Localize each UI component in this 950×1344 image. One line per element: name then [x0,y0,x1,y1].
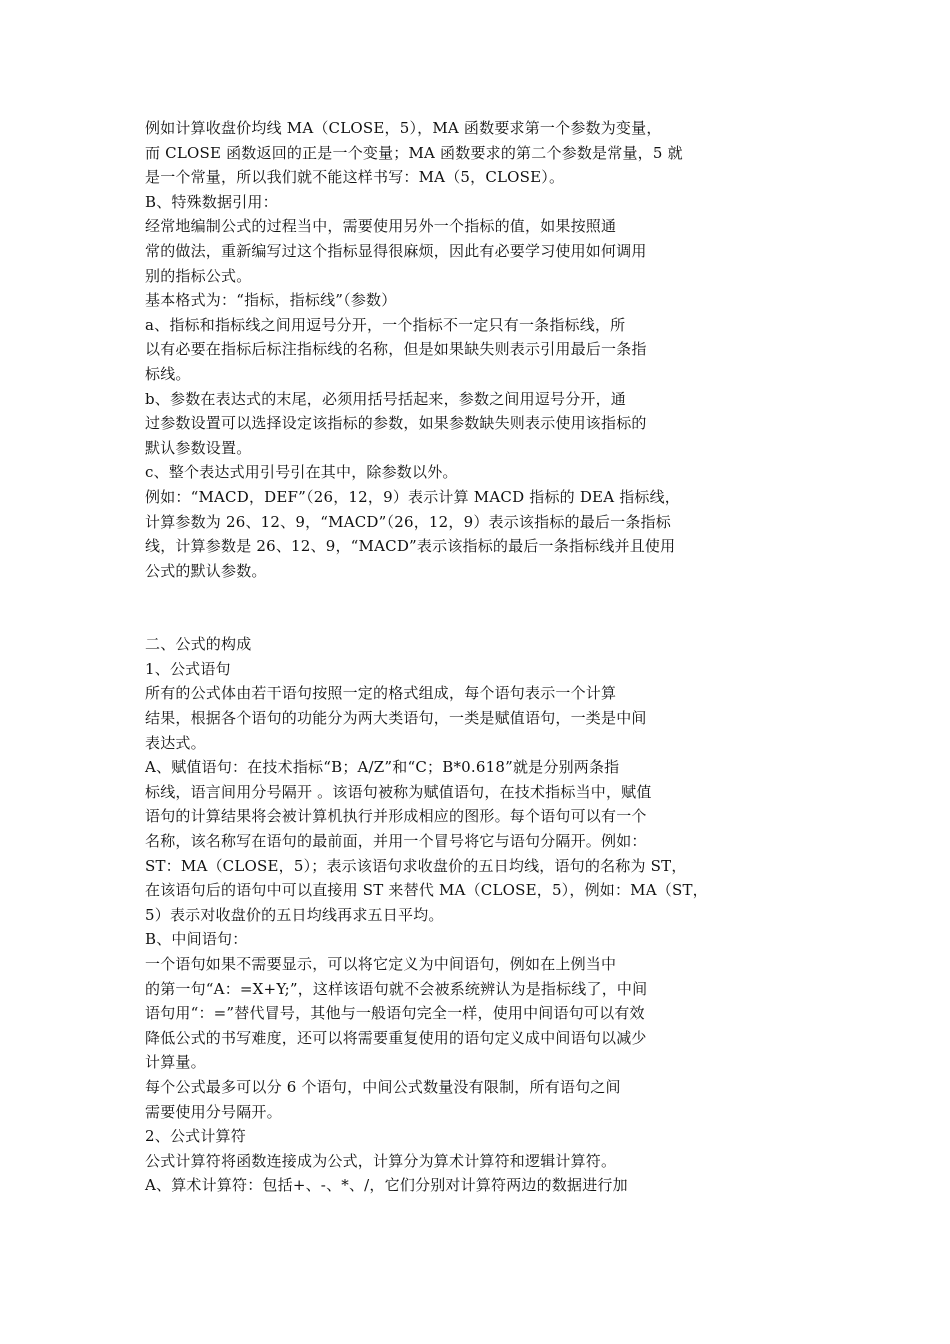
paragraph-line: 名称，该名称写在语句的最前面，并用一个冒号将它与语句分隔开。例如： [145,832,647,851]
subheading: B、特殊数据引用： [145,192,278,211]
paragraph-line: c、整个表达式用引号引在其中，除参数以外。 [145,463,458,482]
paragraph-line: A、算术计算符：包括+、-、*、/，它们分别对计算符两边的数据进行加 [145,1176,628,1195]
paragraph-line: 结果，根据各个语句的功能分为两大类语句，一类是赋值语句，一类是中间 [145,709,647,728]
section-heading: 二、公式的构成 [145,635,252,654]
paragraph-line: 计算量。 [145,1053,206,1072]
paragraph-line: 在该语句后的语句中可以直接用 ST 来替代 MA（CLOSE，5），例如：MA（ST， [145,881,708,900]
subheading: 2、公式计算符 [145,1127,246,1146]
paragraph-line: 5）表示对收盘价的五日均线再求五日平均。 [145,905,444,924]
paragraph-line: 表达式。 [145,733,206,752]
paragraph-line: 一个语句如果不需要显示，可以将它定义为中间语句，例如在上例当中 [145,955,617,973]
paragraph-line: a、指标和指标线之间用逗号分开，一个指标不一定只有一条指标线，所 [145,315,626,334]
paragraph-line: b、参数在表达式的末尾，必须用括号括起来，参数之间用逗号分开，通 [145,389,627,408]
paragraph-line: 常的做法，重新编写过这个指标显得很麻烦，因此有必要学习使用如何调用 [145,241,647,260]
paragraph-line: 以有必要在指标后标注指标线的名称，但是如果缺失则表示引用最后一条指 [145,340,647,359]
paragraph-line: 经常地编制公式的过程当中，需要使用另外一个指标的值，如果按照通 [145,217,617,236]
paragraph-line: 线，计算参数是 26、12、9，“MACD”表示该指标的最后一条指标线并且使用 [145,537,676,556]
paragraph-line: 而 CLOSE 函数返回的正是一个变量；MA 函数要求的第二个参数是常量，5 就 [145,143,683,162]
paragraph-line: 默认参数设置。 [145,438,252,457]
section-spacer [145,583,745,632]
document-body [145,116,745,1198]
paragraph-line: 标线，语言间用分号隔开 。该语句被称为赋值语句，在技术指标当中，赋值 [145,782,652,801]
paragraph-line: 别的指标公式。 [145,266,252,285]
paragraph-line: A、赋值语句：在技术指标“B；A/Z”和“C；B*0.618”就是分别两条指 [145,758,620,777]
paragraph-line: 公式计算符将函数连接成为公式，计算分为算术计算符和逻辑计算符。 [145,1151,617,1170]
paragraph-line: 所有的公式体由若干语句按照一定的格式组成，每个语句表示一个计算 [145,684,617,703]
paragraph-line: 基本格式为：“指标，指标线”（参数） [145,291,397,310]
paragraph-line: 标线。 [145,364,191,383]
paragraph-line: 每个公式最多可以分 6 个语句，中间公式数量没有限制，所有语句之间 [145,1077,621,1096]
paragraph-line: 公式的默认参数。 [145,561,267,580]
paragraph-line: 计算参数为 26、12、9，“MACD”（26，12，9）表示该指标的最后一条指标 [145,512,671,531]
paragraph-line: ST：MA（CLOSE，5）；表示该语句求收盘价的五日均线，语句的名称为 ST， [145,856,687,875]
paragraph-line: 例如：“MACD，DEF”（26，12，9）表示计算 MACD 指标的 DEA 指标线， [145,487,681,506]
paragraph-line: 需要使用分号隔开。 [145,1102,282,1121]
subheading: 1、公式语句 [145,659,231,678]
paragraph-line: 的第一句“A：=X+Y;”，这样该语句就不会被系统辨认为是指标线了，中间 [145,979,648,998]
paragraph-line: 语句用“：=”替代冒号，其他与一般语句完全一样，使用中间语句可以有效 [145,1004,645,1023]
paragraph-line: 语句的计算结果将会被计算机执行并形成相应的图形。每个语句可以有一个 [145,807,647,826]
paragraph-line: 过参数设置可以选择设定该指标的参数，如果参数缺失则表示使用该指标的 [145,414,647,433]
section-formula-structure [145,632,745,1198]
paragraph-line: 是一个常量，所以我们就不能这样书写：MA（5，CLOSE）。 [145,168,565,187]
subheading: B、中间语句： [145,930,248,949]
section-data-reference [145,116,745,583]
paragraph-line: 例如计算收盘价均线 MA（CLOSE，5），MA 函数要求第一个参数为变量， [145,119,662,137]
paragraph-line: 降低公式的书写难度，还可以将需要重复使用的语句定义成中间语句以减少 [145,1028,647,1047]
